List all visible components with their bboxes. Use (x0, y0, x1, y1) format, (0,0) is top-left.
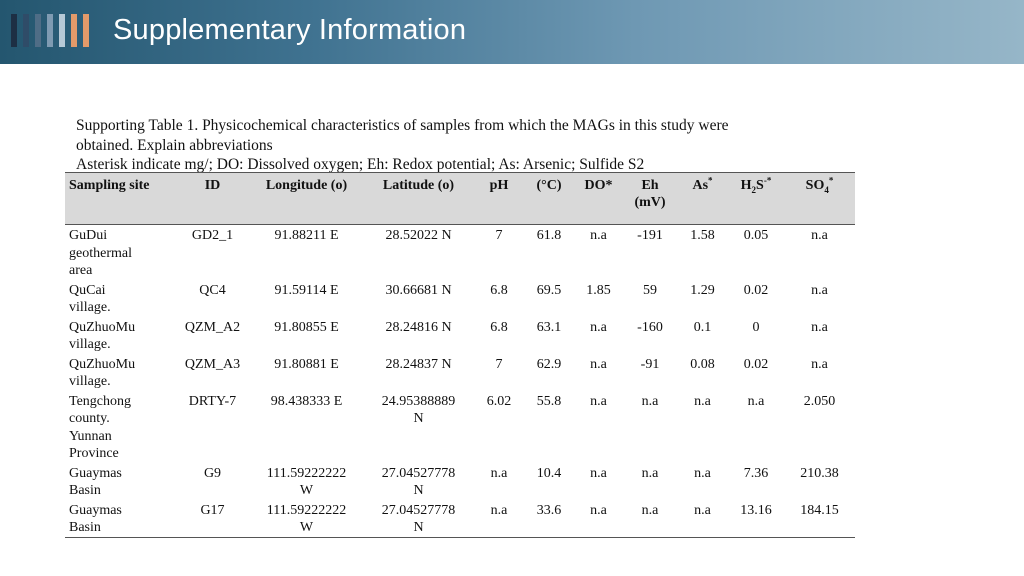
cell-longitude-line: W (299, 483, 314, 498)
header-latitude: Latitude (o) (363, 173, 474, 225)
cell-do: n.a (590, 393, 607, 409)
cell-longitude (250, 317, 363, 354)
cell-sampling-site (65, 280, 175, 317)
cell-sampling-site-line: village. (69, 374, 111, 389)
table-row (65, 280, 855, 317)
header-so4-so: SO (805, 178, 825, 193)
cell-so4: n.a (811, 282, 828, 298)
cell-as: n.a (677, 500, 728, 538)
title-bar (0, 0, 1024, 64)
cell-latitude (363, 354, 474, 391)
cell-do: n.a (574, 500, 623, 538)
cell-longitude-line: 91.59114 E (274, 282, 339, 298)
header-h2s-s: S (756, 178, 764, 193)
table-header-row (65, 173, 855, 225)
cell-sampling-site (65, 391, 175, 463)
table-caption (76, 116, 836, 175)
cell-so4: 184.15 (784, 500, 855, 538)
cell-do: n.a (590, 319, 607, 335)
cell-latitude (363, 280, 474, 317)
cell-sampling-site (65, 317, 175, 354)
cell-latitude-line: N (413, 411, 424, 426)
decor-bar (11, 14, 17, 47)
cell-longitude-line: 111.59222222 (266, 465, 347, 481)
cell-sampling-site-line: Province (69, 446, 119, 461)
cell-h2s: 0.02 (743, 356, 769, 372)
cell-sampling-site-line: Basin (69, 483, 101, 498)
header-as-sup: * (708, 175, 713, 186)
cell-eh: -91 (640, 356, 660, 372)
cell-longitude-line: 111.59222222 (266, 502, 347, 518)
cell-eh: n.a (641, 465, 659, 481)
cell-latitude (363, 225, 474, 280)
header-as-label: As (692, 178, 709, 193)
header-temperature: (°C) (524, 173, 574, 225)
cell-sampling-site-line: QuZhuoMu (69, 356, 136, 372)
cell-latitude-line: N (413, 483, 424, 498)
cell-id: QZM_A3 (184, 356, 241, 372)
cell-latitude-line: 28.24816 N (385, 319, 452, 335)
header-h2s-sub: 2 (751, 184, 757, 195)
cell-so4: 2.050 (803, 393, 836, 409)
cell-sampling-site-line: Guaymas (69, 502, 122, 518)
cell-latitude-line: N (413, 520, 424, 535)
decor-bar (59, 14, 65, 47)
cell-latitude (363, 463, 474, 500)
page-title: Supplementary Information (113, 14, 467, 46)
table-row (65, 500, 855, 538)
cell-sampling-site (65, 225, 175, 280)
cell-temperature: 63.1 (536, 319, 562, 335)
cell-as: 0.08 (690, 356, 715, 372)
cell-latitude (363, 317, 474, 354)
cell-sampling-site-line: Basin (69, 520, 101, 535)
decor-bar (83, 14, 89, 47)
cell-id: G17 (175, 500, 250, 538)
cell-id: G9 (203, 465, 222, 481)
caption-line: obtained. Explain abbreviations (76, 136, 273, 154)
cell-sampling-site-line: QuZhuoMu (69, 319, 136, 335)
header-longitude: Longitude (o) (250, 173, 363, 225)
cell-ph: 6.8 (490, 282, 508, 298)
decor-bar (47, 14, 53, 47)
decor-bar (35, 14, 41, 47)
header-eh-label: Eh (641, 178, 659, 193)
cell-eh: n.a (623, 500, 677, 538)
cell-eh: n.a (641, 393, 659, 409)
cell-sampling-site-line: Yunnan (69, 428, 112, 444)
table-row (65, 317, 855, 354)
cell-ph: 6.8 (490, 319, 508, 335)
cell-h2s: 7.36 (743, 465, 769, 481)
table-row (65, 463, 855, 500)
cell-id: DRTY-7 (188, 393, 237, 409)
table-row (65, 354, 855, 391)
header-h2s-sup: -* (763, 175, 772, 186)
cell-h2s: 0.02 (743, 282, 769, 298)
cell-sampling-site-line: county. (69, 411, 110, 426)
cell-ph: 6.02 (486, 393, 512, 409)
caption-line: Asterisk indicate mg/; DO: Dissolved oxygen; Eh: Redox potential; As: Arsenic; Sulfide S2 (76, 156, 645, 173)
cell-latitude-line: 24.95388889 (381, 393, 456, 409)
header-eh-unit: (mV) (634, 195, 666, 210)
cell-h2s: 0.05 (743, 228, 769, 243)
cell-eh: -160 (637, 319, 663, 335)
cell-longitude (250, 463, 363, 500)
header-h2s-h: H (740, 178, 752, 193)
cell-do: n.a (590, 465, 607, 481)
header-as (677, 173, 728, 225)
cell-latitude-line: 28.24837 N (385, 356, 452, 372)
cell-so4: 210.38 (800, 465, 839, 481)
header-eh (623, 173, 677, 225)
cell-sampling-site-line: Guaymas (69, 465, 122, 481)
cell-sampling-site-line: village. (69, 337, 111, 352)
cell-h2s: 13.16 (728, 500, 784, 538)
cell-latitude (363, 391, 474, 463)
cell-longitude (250, 391, 363, 463)
cell-ph: n.a (474, 500, 524, 538)
cell-longitude (250, 354, 363, 391)
cell-longitude (250, 500, 363, 538)
cell-id: GD2_1 (191, 228, 234, 243)
cell-sampling-site (65, 463, 175, 500)
table-row (65, 391, 855, 463)
decor-bar (23, 14, 29, 47)
cell-sampling-site (65, 354, 175, 391)
cell-as: 0.1 (693, 319, 712, 335)
cell-longitude-line: 91.88211 E (274, 228, 339, 243)
cell-temperature: 69.5 (536, 282, 562, 298)
cell-as: 1.58 (690, 228, 715, 243)
physicochemical-table (65, 172, 855, 538)
header-sampling-site: Sampling site (65, 173, 175, 225)
cell-sampling-site-line: geothermal (69, 245, 132, 261)
cell-temperature: 55.8 (536, 393, 562, 409)
cell-eh: 59 (643, 282, 657, 298)
cell-as: n.a (694, 393, 711, 409)
cell-do: n.a (590, 228, 607, 243)
header-so4-sup: * (828, 175, 834, 186)
cell-sampling-site-line: Tengchong (69, 393, 132, 409)
cell-temperature: 33.6 (524, 500, 574, 538)
cell-sampling-site-line: QuCai (69, 282, 106, 298)
cell-id: QZM_A2 (184, 319, 241, 335)
header-do: DO* (574, 173, 623, 225)
cell-id: QC4 (199, 282, 226, 298)
cell-longitude-line: 98.438333 E (270, 393, 343, 409)
cell-sampling-site-line: GuDui (69, 228, 108, 243)
cell-latitude-line: 27.04527778 (381, 465, 456, 481)
header-h2s (728, 173, 784, 225)
cell-do: n.a (590, 356, 607, 372)
cell-latitude-line: 30.66681 N (385, 282, 452, 298)
cell-sampling-site (65, 500, 175, 538)
cell-do: 1.85 (586, 282, 611, 298)
header-so4 (784, 173, 855, 225)
cell-sampling-site-line: area (69, 263, 93, 278)
cell-h2s: 0 (752, 319, 760, 335)
header-so4-sub: 4 (824, 184, 829, 195)
decor-bar (71, 14, 77, 47)
cell-latitude-line: 28.52022 N (385, 228, 452, 243)
table-row (65, 225, 855, 280)
header-id: ID (175, 173, 250, 225)
cell-h2s: n.a (747, 393, 765, 409)
cell-ph: n.a (490, 465, 508, 481)
cell-as: n.a (694, 465, 711, 481)
cell-so4: n.a (811, 228, 828, 243)
caption-line: Supporting Table 1. Physicochemical characteristics of samples from which the MAGs in this study were (76, 117, 729, 134)
cell-ph: 7 (495, 228, 503, 243)
cell-latitude (363, 500, 474, 538)
header-ph: pH (474, 173, 524, 225)
cell-longitude-line: 91.80881 E (274, 356, 339, 372)
cell-longitude (250, 280, 363, 317)
cell-ph: 7 (495, 356, 503, 372)
cell-latitude-line: 27.04527778 (381, 502, 456, 518)
cell-so4: n.a (811, 319, 828, 335)
cell-eh: -191 (637, 228, 663, 243)
cell-so4: n.a (811, 356, 828, 372)
cell-sampling-site-line: village. (69, 300, 111, 315)
cell-longitude-line: 91.80855 E (274, 319, 339, 335)
cell-as: 1.29 (690, 282, 715, 298)
cell-temperature: 62.9 (536, 356, 562, 372)
cell-temperature: 61.8 (536, 228, 562, 243)
cell-temperature: 10.4 (536, 465, 562, 481)
cell-longitude-line: W (299, 520, 314, 535)
cell-longitude (250, 225, 363, 280)
